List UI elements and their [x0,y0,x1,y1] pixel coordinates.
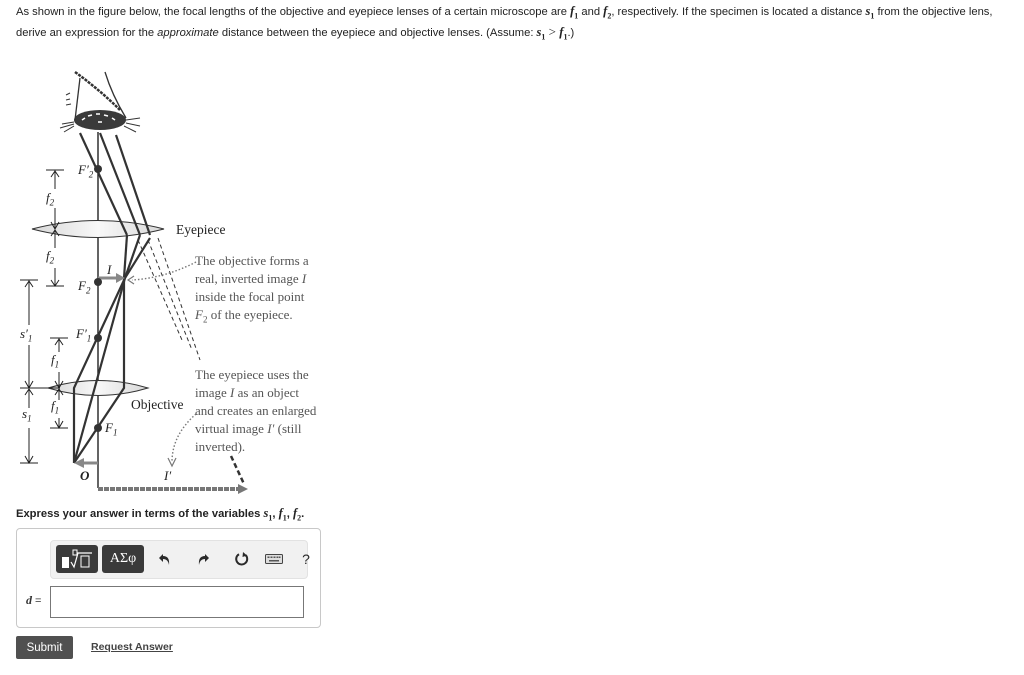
label-f2-top: $f_2$ [46,190,55,208]
label-image-I: I [107,262,112,277]
answer-instruction: Express your answer in terms of the variables $s_1$, $f_1$, $f_2$. [16,506,305,523]
undo-button[interactable] [152,545,178,573]
help-button[interactable]: ? [302,551,310,567]
math-toolbar [50,540,308,579]
templates-button[interactable] [56,545,98,573]
caption-eyepiece-uses-image: The eyepiece uses the image I as an object and creates an enlarged virtual image I′ (still inverted). [195,367,317,454]
redo-button[interactable] [190,545,216,573]
label-object-O: O [80,468,90,483]
label-s1: $s_1$ [22,406,32,424]
reset-button[interactable] [229,545,255,573]
label-F1-prime: $F'_1$ [76,326,92,344]
templates-icon [60,548,94,570]
request-answer-link[interactable]: Request Answer [91,641,173,653]
label-F2: $F_2$ [78,278,91,296]
microscope-diagram [0,60,360,500]
var-f2: $f_2$ [603,4,612,21]
var-s1: $s_1$ [865,4,875,21]
reset-icon [234,551,250,567]
label-eyepiece: Eyepiece [176,222,226,237]
answer-panel [16,528,321,628]
redo-icon [196,552,210,566]
keyboard-icon [265,553,283,565]
symbols-button[interactable]: ΑΣφ [102,545,144,573]
label-f1-bottom: $f_1$ [51,398,60,416]
problem-statement: As shown in the figure below, the focal lengths of the objective and eyepiece lenses of a certain microscope are $f_1$ and $f_2$, respectively. If the specimen is located a distance $s_1$ from the objective lens, derive an expression for the approximate distance between the eyepiece and objective lenses. (Assume: $s_1 > f_1$.) [16,4,993,41]
label-f1-top: $f_1$ [51,352,60,370]
caption-objective-forms-image: The objective forms a real, inverted image I inside the focal point $F_2$ of the eyepiece. [195,253,309,325]
label-F2-prime: $F'_2$ [78,162,94,180]
eye-icon [60,72,140,132]
answer-variable-label: d = [26,593,42,607]
label-F1: $F_1$ [105,420,118,438]
var-f1: $f_1$ [570,4,579,21]
label-s1-prime: $s'_1$ [20,326,33,344]
label-f2-bottom: $f_2$ [46,248,55,266]
submit-button[interactable]: Submit [16,636,73,659]
keyboard-button[interactable] [261,545,287,573]
label-objective: Objective [131,397,184,412]
undo-icon [158,552,172,566]
label-image-I-prime: I′ [164,468,172,483]
answer-input[interactable] [50,586,304,618]
